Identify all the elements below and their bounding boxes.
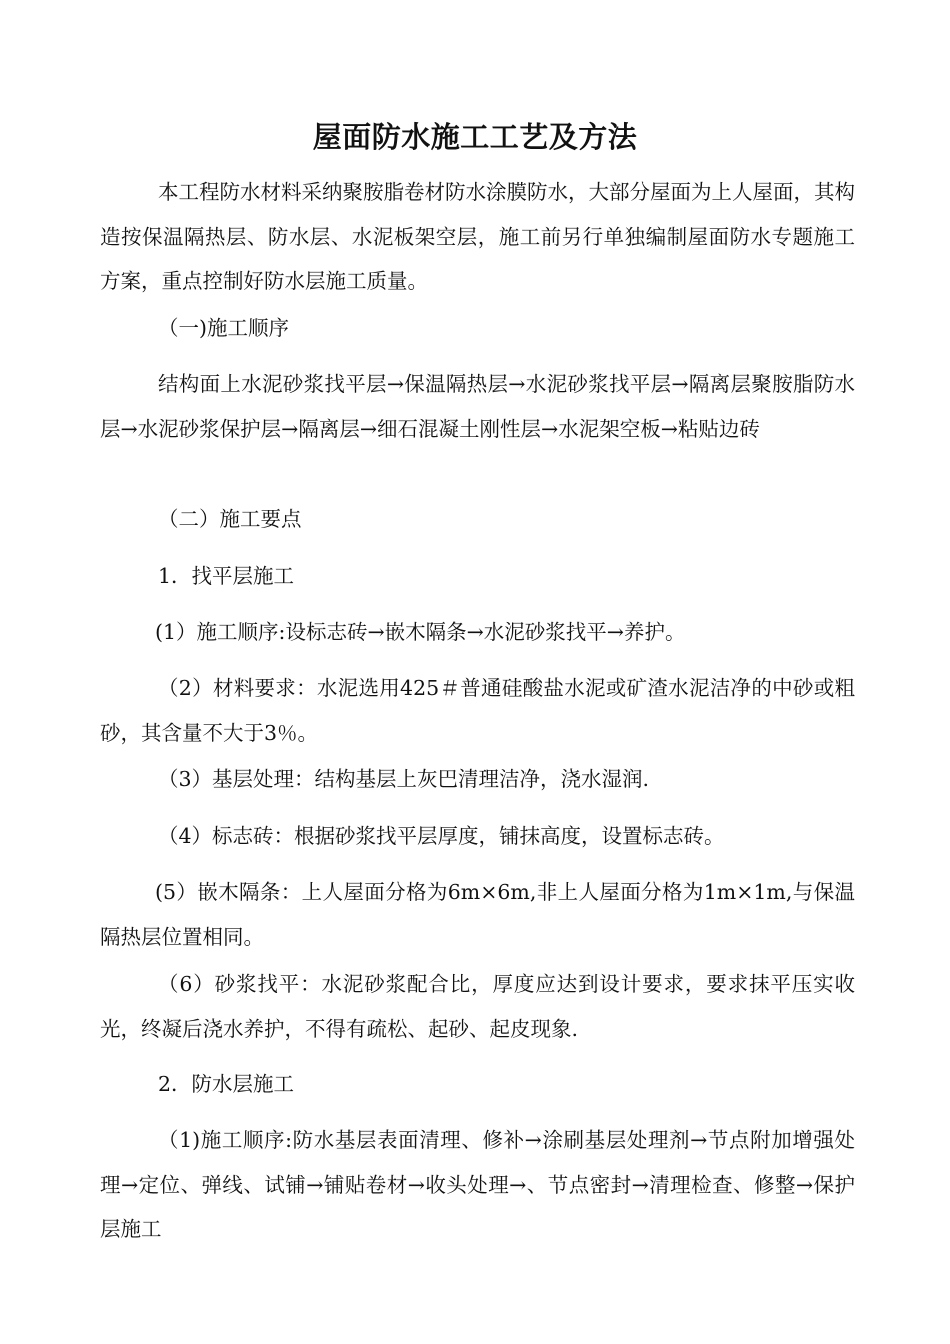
sub1-heading: 1．找平层施工 <box>158 564 295 588</box>
sub1-item-2: （2）材料要求：水泥选用425＃普通硅酸盐水泥或矿渣水泥洁净的中砂或粗砂，其含量不大于3％。 <box>100 676 855 745</box>
sub2-heading: 2．防水层施工 <box>158 1072 295 1096</box>
document-title: 屋面防水施工工艺及方法 <box>312 120 638 154</box>
section1-paragraph: 结构面上水泥砂浆找平层→保温隔热层→水泥砂浆找平层→隔离层聚胺脂防水层→水泥砂浆保护层→隔离层→细石混凝土刚性层→水泥架空板→粘贴边砖 <box>100 372 855 441</box>
section2-heading: （二）施工要点 <box>158 507 302 531</box>
sub1-item-1: (1）施工顺序:设标志砖→嵌木隔条→水泥砂浆找平→养护。 <box>155 620 686 644</box>
sub1-item-4: （4）标志砖：根据砂浆找平层厚度，铺抹高度，设置标志砖。 <box>158 824 725 848</box>
intro-paragraph: 本工程防水材料采纳聚胺脂卷材防水涂膜防水，大部分屋面为上人屋面，其构造按保温隔热层、防水层、水泥板架空层，施工前另行单独编制屋面防水专题施工方案，重点控制好防水层施工质量。 <box>100 180 855 293</box>
sub2-item-1: （1)施工顺序:防水基层表面清理、修补→涂刷基层处理剂→节点附加增强处理→定位、弹线、试铺→铺贴卷材→收头处理→、节点密封→清理检查、修整→保护层施工 <box>100 1128 855 1241</box>
sub1-item-3: （3）基层处理：结构基层上灰巴清理洁净，浇水湿润. <box>158 767 650 791</box>
section1-heading: （一)施工顺序 <box>158 316 289 340</box>
sub1-item-5: (5）嵌木隔条：上人屋面分格为6m×6m,非上人屋面分格为1m×1m,与保温隔热层位置相同。 <box>100 880 855 949</box>
sub1-item-6: （6）砂浆找平：水泥砂浆配合比，厚度应达到设计要求，要求抹平压实收光，终凝后浇水养护，不得有疏松、起砂、起皮现象. <box>100 972 855 1041</box>
